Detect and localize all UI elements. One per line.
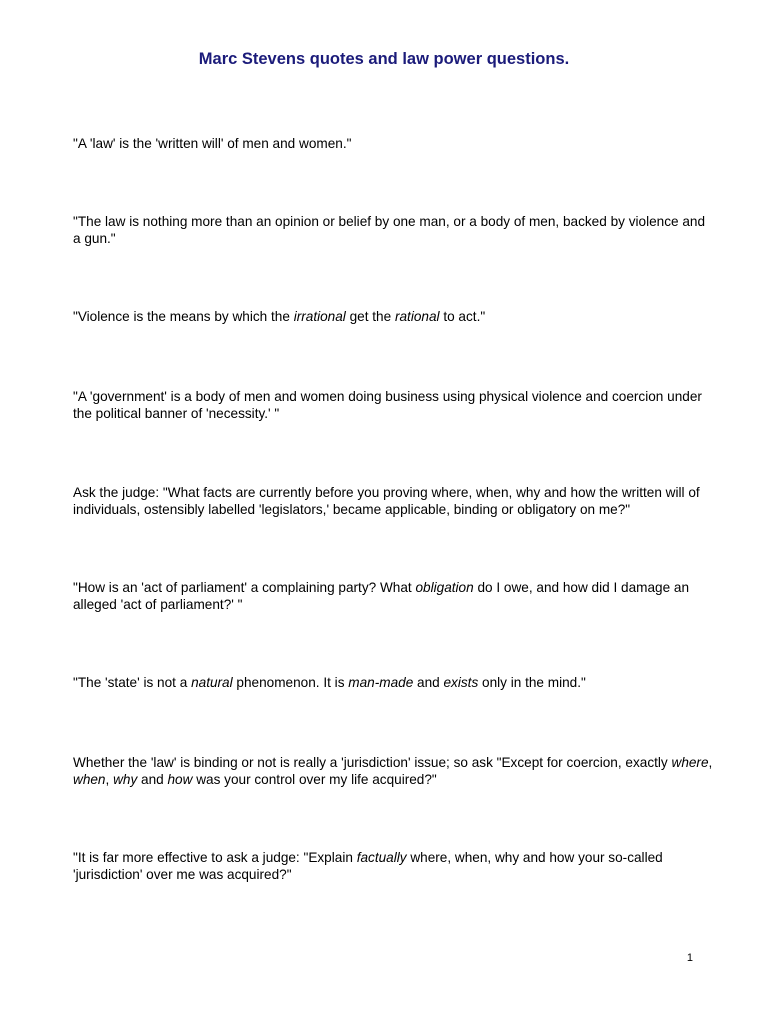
italic-text-run: man-made [348,675,414,690]
quote-paragraph [73,579,713,613]
document-title: Marc Stevens quotes and law power questions. [198,50,570,68]
italic-text-run: when [73,772,106,787]
text-run: "The law is nothing more than an opinion or belief by one man, or a body of men, backed by violence and a gun." [73,214,706,246]
quote-paragraph [73,213,713,247]
text-run: "Violence is the means by which the [73,309,294,324]
page-number: 1 [686,952,693,964]
italic-text-run: irrational [293,309,346,324]
text-run: "A 'government' is a body of men and women doing business using physical violence and coercion under the political banner of 'necessity.' " [73,389,702,421]
text-run: , [708,755,713,770]
text-run: , [105,772,114,787]
quote-paragraph [73,135,713,152]
question-paragraph [73,754,713,788]
italic-text-run: natural [191,675,233,690]
italic-text-run: where [671,755,709,770]
italic-text-run: factually [356,850,407,865]
text-run: "A 'law' is the 'written will' of men and women." [73,136,352,151]
text-run: and [413,675,444,690]
text-run: to act." [439,309,486,324]
text-run: only in the mind." [478,675,586,690]
text-run: "How is an 'act of parliament' a complaining party? What [73,580,416,595]
text-run: do I owe, and how did I damage an alleged 'act of parliament?' " [73,580,690,612]
text-run: get the [345,309,395,324]
italic-text-run: exists [443,675,479,690]
italic-text-run: how [167,772,193,787]
italic-text-run: obligation [415,580,474,595]
question-paragraph [73,484,713,518]
italic-text-run: why [113,772,138,787]
quote-paragraph [73,849,713,883]
text-run: "It is far more effective to ask a judge: "Explain [73,850,357,865]
text-run: Ask the judge: "What facts are currently before you proving where, when, why and how the written will of individuals, ostensibly labelled 'legislators,' became applicable, binding or obligatory on me?" [73,485,700,517]
text-run: and [137,772,168,787]
italic-text-run: rational [394,309,440,324]
quote-paragraph [73,388,713,422]
text-run: Whether the 'law' is binding or not is really a 'jurisdiction' issue; so ask "Except for coercion, exactly [73,755,672,770]
text-run: was your control over my life acquired?" [192,772,437,787]
quote-paragraph [73,674,713,691]
text-run: "The 'state' is not a [73,675,192,690]
text-run: where, when, why and how your so-called 'jurisdiction' over me was acquired?" [73,850,663,882]
quote-paragraph [73,308,713,325]
text-run: phenomenon. It is [232,675,349,690]
